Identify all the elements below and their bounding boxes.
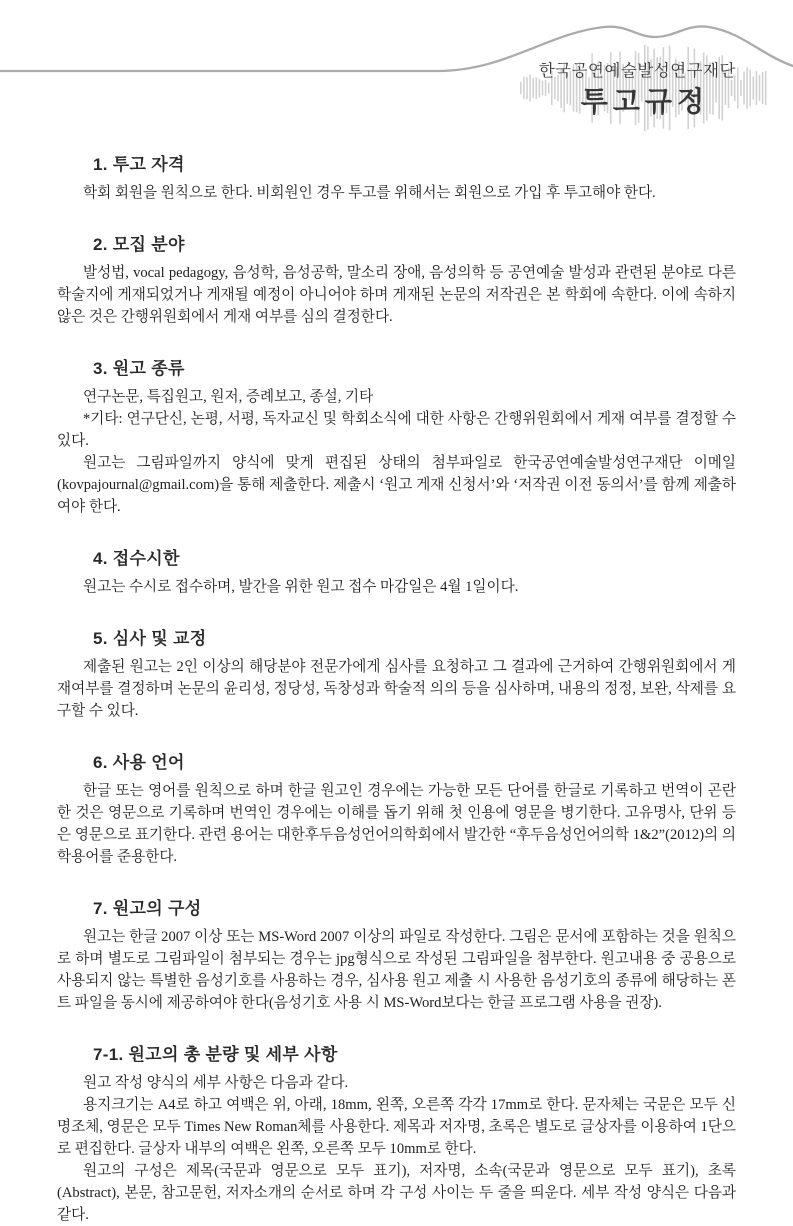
section-heading: 3. 원고 종류 <box>93 359 185 378</box>
section-heading: 5. 심사 및 교정 <box>93 629 207 648</box>
section <box>57 1040 736 1226</box>
section-heading: 7. 원고의 구성 <box>93 899 202 918</box>
section-paragraph: 원고는 한글 2007 이상 또는 MS-Word 2007 이상의 파일로 작성한다. 그림은 문서에 포함하는 것을 원칙으로 하며 별도로 그림파일이 첨부되는 경우는 jpg형식으로 작성된 그림파일을 첨부한다. 원고내용 중 공용으로 사용되지 않는 특별한 음성기호를 사용하는 경우, 심사용 원고 제출 시 사용한 음성기호의 종류에 해당하는 폰트 파일을 동시에 제공하여야 한다(음성기호 사용 시 MS-Word보다는 한글 프로그램 사용을 권장). <box>57 929 736 1011</box>
section-heading: 4. 접수시한 <box>93 549 180 568</box>
section-paragraph: 제출된 원고는 2인 이상의 해당분야 전문가에게 심사를 요청하고 그 결과에 근거하여 간행위원회에서 게재여부를 결정하며 논문의 윤리성, 정당성, 독창성과 학술적 의의 등을 심사하며, 내용의 정정, 보완, 삭제를 요구할 수 있다. <box>57 659 736 719</box>
section-paragraph: 원고는 수시로 접수하며, 발간을 위한 원고 접수 마감일은 4월 1일이다. <box>83 579 519 595</box>
document-body <box>57 150 736 1226</box>
section-paragraph: 연구논문, 특집원고, 원저, 증례보고, 종설, 기타 <box>83 389 374 405</box>
section-heading: 2. 모집 분야 <box>93 235 185 254</box>
page-header <box>0 0 793 142</box>
section-heading: 7-1. 원고의 총 분량 및 세부 사항 <box>93 1045 338 1064</box>
section-heading: 6. 사용 언어 <box>93 753 185 772</box>
sections <box>57 150 736 1226</box>
section <box>57 354 736 518</box>
section-paragraph: 원고의 구성은 제목(국문과 영문으로 모두 표기), 저자명, 소속(국문과 영문으로 모두 표기), 초록(Abstract), 본문, 참고문헌, 저자소개의 순서로 하며 각 구성 사이는 두 줄을 띄운다. 세부 작성 양식은 다음과 같다. <box>57 1163 736 1223</box>
section <box>57 748 736 868</box>
section-paragraph: *기타: 연구단신, 논평, 서평, 독자교신 및 학회소식에 대한 사항은 간행위원회에서 게재 여부를 결정할 수 있다. <box>57 411 736 449</box>
section-paragraph: 학회 회원을 원칙으로 한다. 비회원인 경우 투고를 위해서는 회원으로 가입 후 투고해야 한다. <box>83 185 656 201</box>
section <box>57 544 736 598</box>
page-title: 투고규정 <box>580 87 709 118</box>
section-heading: 1. 투고 자격 <box>93 155 185 174</box>
section-paragraph: 원고 작성 양식의 세부 사항은 다음과 같다. <box>83 1075 349 1091</box>
section <box>57 150 736 204</box>
section <box>57 624 736 722</box>
section-paragraph: 발성법, vocal pedagogy, 음성학, 음성공학, 말소리 장애, 음성의학 등 공연예술 발성과 관련된 분야로 다른 학술지에 게재되었거나 게재될 예정이 아니어야 하며 게재된 논문의 저작권은 본 학회에 속한다. 이에 속하지 않은 것은 간행위원회에서 게재 여부를 심의 결정한다. <box>57 265 737 325</box>
section <box>57 894 736 1014</box>
section-paragraph: 원고는 그림파일까지 양식에 맞게 편집된 상태의 첨부파일로 한국공연예술발성연구재단 이메일(kovpajournal@gmail.com)을 통해 제출한다. 제출시 ‘원고 게재 신청서’와 ‘저작권 이전 동의서’를 함께 제출하여야 한다. <box>57 455 736 515</box>
org-name: 한국공연예술발성연구재단 <box>538 61 736 80</box>
section <box>57 230 736 328</box>
section-paragraph: 한글 또는 영어를 원칙으로 하며 한글 원고인 경우에는 가능한 모든 단어를 한글로 기록하고 번역이 곤란한 것은 영문으로 기록하며 번역인 경우에는 이해를 돕기 위해 첫 인용에 영문을 병기한다. 고유명사, 단위 등은 영문으로 표기한다. 관련 용어는 대한후두음성언어의학회에서 발간한 “후두음성언어의학 1&2”(2012)의 의학용어를 준용한다. <box>57 783 736 865</box>
section-paragraph: 용지크기는 A4로 하고 여백은 위, 아래, 18mm, 왼쪽, 오른쪽 각각 17mm로 한다. 문자체는 국문은 모두 신명조체, 영문은 모두 Times New Roman체를 사용한다. 제목과 저자명, 초록은 별도로 글상자를 이용하여 1단으로 편집한다. 글상자 내부의 여백은 왼쪽, 오른쪽 모두 10mm로 한다. <box>57 1097 736 1157</box>
